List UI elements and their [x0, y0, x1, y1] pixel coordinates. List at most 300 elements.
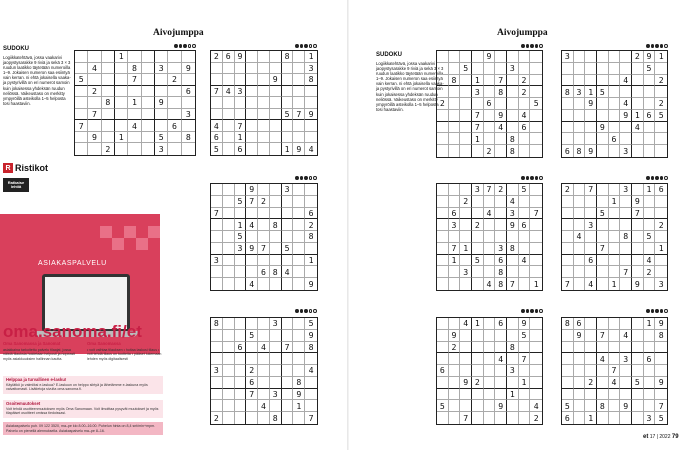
sudoku-cell[interactable] — [484, 389, 496, 401]
sudoku-cell[interactable] — [223, 63, 235, 75]
sudoku-cell[interactable]: 6 — [644, 110, 656, 122]
sudoku-cell[interactable]: 3 — [620, 353, 632, 365]
sudoku-cell[interactable] — [223, 278, 235, 290]
sudoku-cell[interactable] — [88, 51, 101, 63]
sudoku-cell[interactable] — [632, 63, 644, 75]
sudoku-cell[interactable] — [437, 86, 449, 98]
sudoku-cell[interactable] — [223, 377, 235, 389]
sudoku-cell[interactable]: 8 — [574, 145, 586, 157]
sudoku-cell[interactable] — [562, 365, 574, 377]
sudoku-cell[interactable] — [585, 389, 597, 401]
sudoku-cell[interactable] — [609, 412, 621, 424]
ad-url[interactable]: oma.sanoma.fi/et — [3, 322, 142, 341]
sudoku-cell[interactable] — [574, 377, 586, 389]
sudoku-cell[interactable] — [562, 219, 574, 231]
sudoku-cell[interactable] — [632, 86, 644, 98]
sudoku-cell[interactable]: 2 — [655, 75, 667, 87]
sudoku-cell[interactable] — [293, 412, 305, 424]
sudoku-cell[interactable] — [211, 243, 223, 255]
sudoku-cell[interactable]: 8 — [305, 74, 317, 86]
sudoku-cell[interactable] — [449, 353, 461, 365]
sudoku-cell[interactable] — [258, 51, 270, 63]
sudoku-cell[interactable] — [449, 266, 461, 278]
sudoku-cell[interactable] — [620, 389, 632, 401]
sudoku-cell[interactable] — [115, 97, 128, 109]
sudoku-cell[interactable] — [142, 120, 155, 132]
sudoku-cell[interactable] — [270, 365, 282, 377]
sudoku-cell[interactable] — [115, 86, 128, 98]
sudoku-cell[interactable] — [437, 412, 449, 424]
sudoku-cell[interactable] — [632, 342, 644, 354]
sudoku-cell[interactable]: 7 — [308, 413, 314, 424]
sudoku-cell[interactable] — [484, 75, 496, 87]
sudoku-cell[interactable]: 2 — [519, 86, 531, 98]
sudoku-cell[interactable]: 1 — [235, 219, 247, 231]
sudoku-cell[interactable] — [562, 122, 574, 134]
sudoku-cell[interactable]: 7 — [562, 278, 574, 290]
sudoku-cell[interactable] — [507, 400, 519, 412]
sudoku-cell[interactable] — [507, 330, 519, 342]
sudoku-cell[interactable]: 8 — [495, 266, 507, 278]
sudoku-cell[interactable]: 7 — [128, 74, 141, 86]
sudoku-cell[interactable] — [609, 219, 621, 231]
sudoku-cell[interactable] — [437, 122, 449, 134]
sudoku-cell[interactable] — [597, 75, 609, 87]
sudoku-cell[interactable] — [620, 122, 632, 134]
sudoku-cell[interactable] — [437, 377, 449, 389]
sudoku-cell[interactable]: 8 — [597, 400, 609, 412]
sudoku-cell[interactable] — [235, 278, 247, 290]
sudoku-cell[interactable] — [270, 353, 282, 365]
sudoku-cell[interactable] — [88, 74, 101, 86]
sudoku-cell[interactable] — [519, 266, 531, 278]
sudoku-cell[interactable] — [223, 74, 235, 86]
sudoku-cell[interactable] — [597, 98, 609, 110]
sudoku-cell[interactable] — [449, 412, 461, 424]
sudoku-cell[interactable]: 5 — [562, 400, 574, 412]
sudoku-cell[interactable] — [293, 318, 305, 330]
sudoku-cell[interactable]: 4 — [632, 122, 644, 134]
sudoku-cell[interactable] — [460, 145, 472, 157]
sudoku-cell[interactable] — [574, 98, 586, 110]
sudoku-cell[interactable] — [472, 389, 484, 401]
sudoku-cell[interactable]: 1 — [533, 279, 539, 290]
sudoku-cell[interactable] — [562, 208, 574, 220]
sudoku-cell[interactable] — [655, 389, 667, 401]
sudoku-cell[interactable] — [644, 278, 656, 290]
sudoku-cell[interactable]: 3 — [507, 208, 519, 220]
sudoku-cell[interactable] — [519, 278, 531, 290]
sudoku-cell[interactable] — [609, 122, 621, 134]
sudoku-cell[interactable] — [235, 109, 247, 121]
sudoku-cell[interactable] — [258, 255, 270, 267]
sudoku-cell[interactable] — [597, 389, 609, 401]
sudoku-cell[interactable]: 4 — [609, 377, 621, 389]
sudoku-cell[interactable] — [644, 145, 656, 157]
sudoku-cell[interactable] — [585, 365, 597, 377]
sudoku-cell[interactable] — [472, 330, 484, 342]
sudoku-cell[interactable]: 7 — [246, 196, 258, 208]
sudoku-cell[interactable]: 6 — [211, 132, 223, 144]
sudoku-cell[interactable]: 9 — [632, 196, 644, 208]
sudoku-cell[interactable] — [235, 400, 247, 412]
sudoku-cell[interactable]: 3 — [507, 63, 519, 75]
sudoku-cell[interactable] — [282, 318, 294, 330]
sudoku-cell[interactable] — [484, 231, 496, 243]
sudoku-cell[interactable] — [620, 412, 632, 424]
sudoku-cell[interactable] — [460, 133, 472, 145]
sudoku-cell[interactable] — [270, 377, 282, 389]
sudoku-cell[interactable] — [246, 353, 258, 365]
sudoku-cell[interactable] — [644, 122, 656, 134]
sudoku-cell[interactable]: 1 — [460, 243, 472, 255]
sudoku-cell[interactable]: 8 — [293, 377, 305, 389]
sudoku-cell[interactable] — [597, 377, 609, 389]
sudoku-cell[interactable]: 1 — [115, 132, 128, 144]
sudoku-cell[interactable] — [128, 143, 141, 155]
sudoku-cell[interactable] — [88, 97, 101, 109]
sudoku-cell[interactable] — [211, 266, 223, 278]
sudoku-cell[interactable] — [258, 219, 270, 231]
sudoku-cell[interactable] — [574, 353, 586, 365]
sudoku-cell[interactable] — [574, 184, 586, 196]
sudoku-cell[interactable] — [211, 278, 223, 290]
sudoku-cell[interactable] — [484, 63, 496, 75]
sudoku-cell[interactable] — [632, 133, 644, 145]
sudoku-cell[interactable] — [655, 133, 667, 145]
sudoku-cell[interactable] — [530, 266, 542, 278]
sudoku-cell[interactable] — [472, 353, 484, 365]
sudoku-cell[interactable] — [437, 266, 449, 278]
sudoku-grid[interactable] — [436, 183, 543, 291]
sudoku-cell[interactable] — [270, 109, 282, 121]
sudoku-cell[interactable] — [223, 365, 235, 377]
sudoku-cell[interactable] — [305, 400, 317, 412]
sudoku-cell[interactable] — [574, 51, 586, 63]
sudoku-cell[interactable] — [211, 196, 223, 208]
sudoku-grid[interactable] — [210, 183, 318, 291]
sudoku-cell[interactable] — [293, 132, 305, 144]
sudoku-cell[interactable] — [246, 208, 258, 220]
sudoku-cell[interactable] — [142, 97, 155, 109]
sudoku-cell[interactable] — [223, 266, 235, 278]
sudoku-cell[interactable]: 1 — [585, 412, 597, 424]
sudoku-cell[interactable]: 1 — [507, 389, 519, 401]
sudoku-cell[interactable] — [574, 219, 586, 231]
sudoku-cell[interactable] — [519, 196, 531, 208]
sudoku-cell[interactable] — [574, 75, 586, 87]
sudoku-cell[interactable] — [562, 389, 574, 401]
sudoku-cell[interactable]: 7 — [246, 389, 258, 401]
sudoku-cell[interactable] — [258, 63, 270, 75]
sudoku-cell[interactable] — [484, 342, 496, 354]
sudoku-cell[interactable] — [585, 353, 597, 365]
sudoku-cell[interactable]: 1 — [128, 97, 141, 109]
sudoku-cell[interactable]: 3 — [658, 279, 664, 290]
sudoku-grid[interactable] — [561, 317, 668, 425]
sudoku-cell[interactable] — [574, 63, 586, 75]
sudoku-cell[interactable] — [246, 412, 258, 424]
sudoku-cell[interactable]: 9 — [597, 122, 609, 134]
sudoku-cell[interactable] — [530, 75, 542, 87]
sudoku-cell[interactable] — [472, 208, 484, 220]
sudoku-cell[interactable] — [585, 318, 597, 330]
sudoku-cell[interactable] — [519, 389, 531, 401]
sudoku-cell[interactable] — [495, 342, 507, 354]
sudoku-cell[interactable]: 2 — [655, 98, 667, 110]
sudoku-cell[interactable] — [609, 231, 621, 243]
sudoku-cell[interactable] — [484, 255, 496, 267]
sudoku-grid[interactable] — [74, 50, 196, 156]
sudoku-cell[interactable]: 7 — [620, 266, 632, 278]
sudoku-cell[interactable] — [609, 63, 621, 75]
sudoku-cell[interactable] — [507, 255, 519, 267]
sudoku-cell[interactable] — [223, 412, 235, 424]
sudoku-cell[interactable] — [609, 243, 621, 255]
sudoku-cell[interactable]: 1 — [235, 132, 247, 144]
sudoku-cell[interactable] — [495, 196, 507, 208]
sudoku-cell[interactable] — [235, 74, 247, 86]
sudoku-cell[interactable] — [609, 330, 621, 342]
sudoku-cell[interactable] — [562, 342, 574, 354]
sudoku-cell[interactable] — [530, 86, 542, 98]
sudoku-cell[interactable]: 4 — [644, 255, 656, 267]
sudoku-cell[interactable] — [282, 63, 294, 75]
sudoku-cell[interactable] — [472, 243, 484, 255]
sudoku-cell[interactable]: 9 — [585, 145, 597, 157]
sudoku-grid[interactable] — [436, 50, 543, 158]
sudoku-cell[interactable] — [609, 208, 621, 220]
sudoku-cell[interactable] — [270, 330, 282, 342]
sudoku-cell[interactable] — [585, 122, 597, 134]
sudoku-cell[interactable] — [258, 74, 270, 86]
sudoku-cell[interactable] — [115, 120, 128, 132]
sudoku-cell[interactable] — [293, 278, 305, 290]
sudoku-cell[interactable] — [282, 278, 294, 290]
sudoku-cell[interactable]: 2 — [258, 196, 270, 208]
sudoku-cell[interactable] — [282, 86, 294, 98]
sudoku-cell[interactable] — [472, 145, 484, 157]
sudoku-cell[interactable]: 7 — [507, 278, 519, 290]
sudoku-cell[interactable] — [585, 51, 597, 63]
sudoku-cell[interactable] — [585, 400, 597, 412]
sudoku-cell[interactable]: 4 — [282, 266, 294, 278]
sudoku-cell[interactable]: 8 — [495, 86, 507, 98]
sudoku-cell[interactable]: 4 — [620, 75, 632, 87]
sudoku-cell[interactable] — [507, 353, 519, 365]
sudoku-cell[interactable]: 1 — [472, 75, 484, 87]
sudoku-cell[interactable]: 6 — [519, 122, 531, 134]
sudoku-cell[interactable] — [530, 231, 542, 243]
sudoku-cell[interactable] — [270, 86, 282, 98]
sudoku-cell[interactable] — [235, 255, 247, 267]
sudoku-cell[interactable] — [495, 412, 507, 424]
sudoku-cell[interactable] — [460, 342, 472, 354]
sudoku-cell[interactable] — [282, 412, 294, 424]
sudoku-cell[interactable]: 7 — [495, 75, 507, 87]
sudoku-cell[interactable] — [246, 318, 258, 330]
sudoku-cell[interactable] — [223, 231, 235, 243]
sudoku-cell[interactable]: 1 — [644, 184, 656, 196]
sudoku-cell[interactable] — [632, 318, 644, 330]
sudoku-cell[interactable] — [597, 51, 609, 63]
sudoku-cell[interactable] — [597, 145, 609, 157]
sudoku-cell[interactable] — [235, 330, 247, 342]
sudoku-cell[interactable]: 5 — [597, 86, 609, 98]
sudoku-cell[interactable]: 2 — [168, 74, 181, 86]
sudoku-cell[interactable]: 2 — [305, 219, 317, 231]
sudoku-cell[interactable] — [632, 98, 644, 110]
sudoku-cell[interactable]: 4 — [88, 63, 101, 75]
sudoku-cell[interactable]: 2 — [246, 365, 258, 377]
sudoku-cell[interactable] — [597, 278, 609, 290]
sudoku-cell[interactable] — [449, 86, 461, 98]
sudoku-cell[interactable]: 2 — [655, 219, 667, 231]
sudoku-cell[interactable]: 5 — [658, 413, 664, 424]
sudoku-cell[interactable] — [449, 231, 461, 243]
sudoku-cell[interactable] — [115, 74, 128, 86]
sudoku-cell[interactable]: 2 — [644, 266, 656, 278]
sudoku-cell[interactable] — [530, 110, 542, 122]
sudoku-cell[interactable] — [270, 278, 282, 290]
sudoku-cell[interactable] — [142, 74, 155, 86]
sudoku-cell[interactable]: 6 — [585, 255, 597, 267]
sudoku-cell[interactable] — [644, 377, 656, 389]
sudoku-cell[interactable] — [223, 184, 235, 196]
sudoku-cell[interactable] — [484, 318, 496, 330]
sudoku-cell[interactable] — [484, 330, 496, 342]
sudoku-cell[interactable]: 7 — [484, 184, 496, 196]
sudoku-cell[interactable]: 1 — [282, 143, 294, 155]
sudoku-cell[interactable] — [282, 120, 294, 132]
sudoku-cell[interactable] — [142, 109, 155, 121]
sudoku-cell[interactable]: 5 — [655, 110, 667, 122]
sudoku-cell[interactable] — [519, 51, 531, 63]
sudoku-cell[interactable]: 4 — [246, 219, 258, 231]
sudoku-cell[interactable] — [585, 330, 597, 342]
sudoku-cell[interactable] — [562, 243, 574, 255]
sudoku-cell[interactable] — [460, 98, 472, 110]
sudoku-cell[interactable] — [305, 97, 317, 109]
sudoku-cell[interactable] — [75, 109, 88, 121]
sudoku-cell[interactable]: 8 — [128, 63, 141, 75]
sudoku-cell[interactable] — [472, 266, 484, 278]
sudoku-cell[interactable] — [507, 412, 519, 424]
sudoku-cell[interactable]: 9 — [495, 400, 507, 412]
sudoku-cell[interactable] — [211, 97, 223, 109]
sudoku-cell[interactable] — [437, 133, 449, 145]
sudoku-cell[interactable] — [495, 145, 507, 157]
sudoku-cell[interactable] — [282, 231, 294, 243]
sudoku-cell[interactable] — [142, 51, 155, 63]
sudoku-cell[interactable] — [102, 86, 115, 98]
sudoku-cell[interactable]: 6 — [562, 145, 574, 157]
sudoku-cell[interactable] — [282, 97, 294, 109]
sudoku-cell[interactable] — [620, 219, 632, 231]
sudoku-cell[interactable] — [609, 184, 621, 196]
sudoku-cell[interactable]: 5 — [519, 330, 531, 342]
sudoku-cell[interactable] — [155, 86, 168, 98]
sudoku-cell[interactable] — [235, 377, 247, 389]
sudoku-cell[interactable] — [632, 365, 644, 377]
sudoku-cell[interactable] — [585, 243, 597, 255]
sudoku-cell[interactable] — [609, 266, 621, 278]
sudoku-cell[interactable] — [437, 110, 449, 122]
sudoku-cell[interactable]: 3 — [155, 63, 168, 75]
sudoku-cell[interactable]: 4 — [305, 365, 317, 377]
sudoku-cell[interactable] — [305, 184, 317, 196]
sudoku-cell[interactable] — [655, 122, 667, 134]
sudoku-cell[interactable] — [246, 63, 258, 75]
sudoku-cell[interactable]: 9 — [246, 243, 258, 255]
sudoku-cell[interactable] — [270, 63, 282, 75]
sudoku-cell[interactable]: 1 — [305, 255, 317, 267]
sudoku-cell[interactable] — [574, 196, 586, 208]
sudoku-cell[interactable]: 2 — [460, 196, 472, 208]
sudoku-cell[interactable] — [270, 132, 282, 144]
sudoku-cell[interactable] — [530, 51, 542, 63]
sudoku-cell[interactable] — [484, 219, 496, 231]
sudoku-cell[interactable]: 1 — [519, 377, 531, 389]
sudoku-cell[interactable] — [223, 132, 235, 144]
sudoku-cell[interactable]: 4 — [519, 255, 531, 267]
sudoku-cell[interactable] — [574, 110, 586, 122]
sudoku-cell[interactable]: 6 — [182, 86, 195, 98]
sudoku-cell[interactable]: 1 — [472, 133, 484, 145]
sudoku-cell[interactable] — [530, 243, 542, 255]
sudoku-cell[interactable] — [519, 98, 531, 110]
sudoku-cell[interactable]: 2 — [211, 412, 223, 424]
sudoku-cell[interactable] — [235, 365, 247, 377]
sudoku-cell[interactable]: 6 — [609, 133, 621, 145]
sudoku-cell[interactable] — [507, 122, 519, 134]
sudoku-grid[interactable] — [436, 317, 543, 425]
sudoku-cell[interactable]: 7 — [449, 243, 461, 255]
sudoku-cell[interactable]: 6 — [223, 51, 235, 63]
sudoku-cell[interactable] — [437, 330, 449, 342]
sudoku-cell[interactable] — [495, 231, 507, 243]
sudoku-cell[interactable] — [644, 86, 656, 98]
sudoku-cell[interactable]: 7 — [282, 342, 294, 354]
sudoku-cell[interactable] — [305, 377, 317, 389]
sudoku-cell[interactable] — [632, 184, 644, 196]
sudoku-cell[interactable] — [495, 208, 507, 220]
sudoku-cell[interactable] — [270, 184, 282, 196]
sudoku-cell[interactable]: 8 — [507, 145, 519, 157]
sudoku-cell[interactable] — [574, 342, 586, 354]
sudoku-cell[interactable] — [437, 208, 449, 220]
sudoku-cell[interactable]: 5 — [235, 231, 247, 243]
sudoku-cell[interactable] — [142, 86, 155, 98]
sudoku-cell[interactable] — [585, 75, 597, 87]
sudoku-cell[interactable]: 8 — [507, 342, 519, 354]
sudoku-cell[interactable]: 8 — [270, 266, 282, 278]
sudoku-cell[interactable] — [437, 231, 449, 243]
sudoku-cell[interactable] — [75, 132, 88, 144]
sudoku-cell[interactable]: 5 — [519, 184, 531, 196]
sudoku-cell[interactable] — [270, 196, 282, 208]
sudoku-cell[interactable] — [223, 196, 235, 208]
sudoku-cell[interactable]: 5 — [282, 109, 294, 121]
sudoku-cell[interactable]: 4 — [495, 353, 507, 365]
sudoku-cell[interactable] — [182, 120, 195, 132]
sudoku-cell[interactable] — [484, 400, 496, 412]
sudoku-cell[interactable]: 6 — [519, 219, 531, 231]
sudoku-cell[interactable] — [460, 278, 472, 290]
sudoku-cell[interactable] — [128, 51, 141, 63]
sudoku-cell[interactable] — [293, 219, 305, 231]
sudoku-cell[interactable]: 4 — [460, 318, 472, 330]
